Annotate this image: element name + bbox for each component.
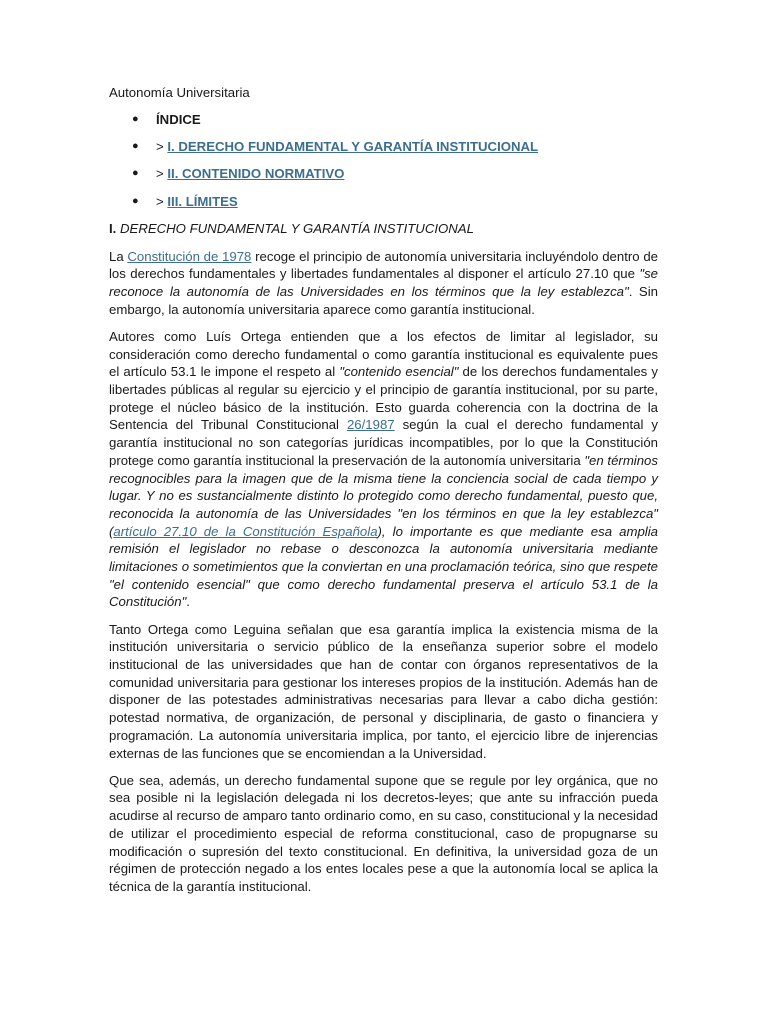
bullet-icon: ●	[132, 112, 139, 125]
text-run: .	[186, 594, 190, 610]
quote-text: "contenido esencial"	[339, 364, 459, 380]
text-run: según la cual el derecho fundamental y garantía institucional no son categorías jurídicas incompatibles, por lo que la Constitución protege como garantía institucional la preservación de la autonomía universitaria	[109, 417, 658, 468]
quote-text: "en términos recognocibles para la imagen que de la misma tiene la conciencia social de cada tiempo y lugar. Y no es sustancialmente distinto lo protegido como derecho fundamental, puesto que, reconocida la autonomía de las Universidades "en los términos en que la ley establezca" (	[109, 452, 658, 539]
bullet-icon: ●	[132, 140, 139, 152]
paragraph-3: Tanto Ortega como Leguina señalan que esa garantía implica la existencia misma de la institución universitaria o servicio público de la enseñanza superior sobre el modelo institucional de las universidades que han de contar con órganos representativos de la comunidad universitaria para gestionar los intereses propios de la institución. Además han de disponer de las potestades administrativas necesarias para llevar a cabo dicha gestión: potestad normativa, de organización, de personal y disciplinaria, de gasto o financiera y programación. La autonomía universitaria implica, por tanto, el ejercicio libre de injerencias externas de las funciones que se encomiendan a la Universidad.	[109, 621, 658, 761]
text-run: . Sin embargo, la autonomía universitaria aparece como garantía institucional.	[109, 284, 658, 317]
toc-heading: ÍNDICE	[156, 111, 201, 127]
constitucion-1978-link[interactable]: Constitución de 1978	[127, 248, 252, 264]
toc-link-contenido-normativo[interactable]: II. CONTENIDO NORMATIVO	[167, 166, 345, 182]
document-title: Autonomía Universitaria	[109, 85, 250, 100]
toc-link-derecho-fundamental[interactable]: I. DERECHO FUNDAMENTAL Y GARANTÍA INSTITUCIONAL	[167, 139, 539, 154]
document-body	[109, 84, 658, 905]
section-number: I.	[109, 220, 117, 236]
bullet-icon: ●	[132, 167, 139, 180]
paragraph-1	[109, 248, 658, 319]
toc-link-limites[interactable]: III. LÍMITES	[167, 193, 238, 209]
quote-text: ), lo importante es que mediante esa amplia remisión el legislador no rebase o desconozca la autonomía universitaria mediante limitaciones o sometimientos que la conviertan en una proclamación teórica, sino que respete "el contenido esencial" que como derecho fundamental preserva el artículo 53.1 de la Constitución"	[109, 523, 658, 610]
paragraph-2	[109, 328, 658, 611]
toc-item[interactable]	[109, 193, 658, 220]
toc-item[interactable]	[109, 138, 658, 165]
toc-heading-item	[109, 111, 658, 138]
toc-prefix: >	[156, 166, 164, 182]
toc-item[interactable]	[109, 165, 658, 192]
sentencia-26-1987-link[interactable]: 26/1987	[346, 417, 395, 433]
paragraph-4: Que sea, además, un derecho fundamental supone que se regule por ley orgánica, que no sea posible ni la legislación delegada ni los decretos-leyes; que ante su infracción pueda acudirse al recurso de amparo tanto ordinario como, en su caso, constitucional y la necesidad de utilizar el procedimiento especial de reforma constitucional, caso de propugnarse su modificación o supresión del texto constitucional. En definitiva, la universidad goza de un régimen de protección negado a los entes locales pese a que la autonomía local se aplica la técnica de la garantía institucional.	[109, 772, 658, 894]
quote-text: "se reconoce la autonomía de las Universidades en los términos que la ley establezca"	[109, 266, 658, 299]
bullet-icon: ●	[132, 194, 139, 207]
section-title: DERECHO FUNDAMENTAL Y GARANTÍA INSTITUCIONAL	[120, 220, 474, 236]
section-heading	[109, 220, 658, 238]
text-run: de los derechos fundamentales y libertades públicas al regular su ejercicio y el principio de garantía institucional, por su parte, protege el núcleo básico de la institución. Esto guarda coherencia con la doctrina de la Sentencia del Tribunal Constitucional	[109, 364, 658, 433]
toc-prefix: >	[156, 139, 164, 154]
text-run: La	[109, 248, 128, 264]
toc-prefix: >	[156, 193, 164, 209]
text-run: Autores como Luís Ortega entienden que a los efectos de limitar al legislador, su consideración como derecho fundamental o como garantía institucional es equivalente pues el artículo 53.1 le impone el respeto al	[109, 328, 658, 380]
articulo-27-10-link[interactable]: artículo 27.10 de la Constitución Española	[113, 523, 378, 539]
text-run: recoge el principio de autonomía universitaria incluyéndolo dentro de los derechos fundamentales y libertades fundamentales al disponer el artículo 27.10 que	[109, 248, 658, 282]
table-of-contents	[109, 111, 658, 220]
